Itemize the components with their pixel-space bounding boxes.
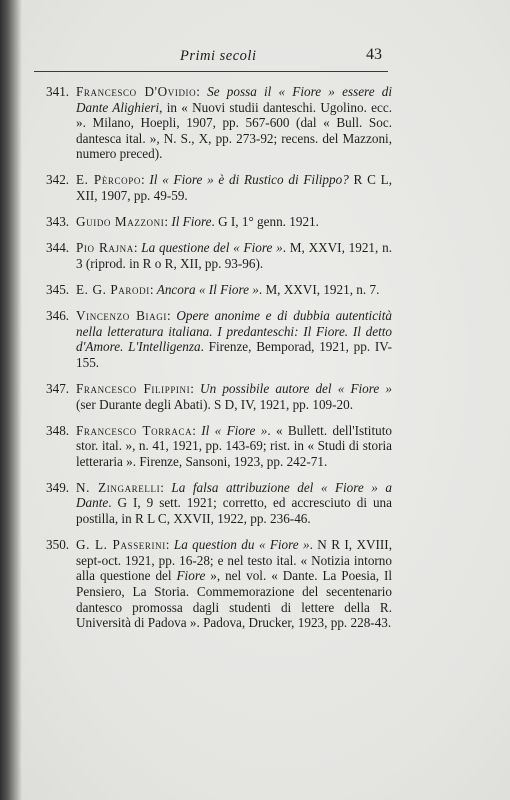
bibliography-entry xyxy=(46,537,392,631)
entry-author: Francesco Torraca xyxy=(76,422,193,438)
bibliography-list xyxy=(46,84,392,641)
entry-text: . G I, 9 sett. 1921; corretto, ed accresciuto di una postilla, in R L C, XXVII, 1922, pp. 236-46. xyxy=(76,495,392,527)
bibliography-entry xyxy=(46,423,392,470)
entry-author: G. L. Passerini xyxy=(76,537,166,553)
entry-title-text: La falsa attribuzione del « Fiore » a Dante xyxy=(76,479,392,511)
entry-text: : xyxy=(140,172,150,188)
entry-number: 349. xyxy=(46,479,70,495)
entry-number: 342. xyxy=(46,172,70,188)
entry-number: 345. xyxy=(46,281,70,297)
entry-title-text: Il « Fiore » xyxy=(201,422,268,438)
book-spine-shadow xyxy=(0,0,22,800)
bibliography-entry xyxy=(46,214,392,230)
bibliography-entry xyxy=(46,308,392,370)
entry-author: Pio Rajna xyxy=(76,240,134,256)
entry-author: Francesco Filippini xyxy=(76,380,191,396)
entry-text: : xyxy=(192,422,202,438)
entry-author: N. Zingarelli xyxy=(76,479,161,495)
entry-text: . M, XXVI, 1921, n. 7. xyxy=(258,281,380,297)
entry-title-text: La questione del « Fiore » xyxy=(141,240,283,256)
entry-text: : xyxy=(190,380,201,396)
entry-author: E. G. Parodi xyxy=(76,281,150,297)
bibliography-entry xyxy=(46,381,392,412)
entry-text: (ser Durante degli Abati). S D, IV, 1921, pp. 109-20. xyxy=(76,396,354,412)
entry-text: . « Bullett. dell'Istituto stor. ital. », n. 41, 1921, pp. 143-69; rist. in « Studi di storia letteraria ». Firenze, Sansoni, 1923, pp. 242-71. xyxy=(76,422,392,469)
entry-number: 344. xyxy=(46,240,70,256)
bibliography-entry xyxy=(46,172,392,203)
entry-text: . Firenze, Bemporad, 1921, pp. IV-155. xyxy=(76,339,392,370)
entry-title-text: Un possibile autore del « Fiore » xyxy=(200,380,392,396)
entry-number: 341. xyxy=(46,84,70,99)
entry-title-text: Il « Fiore » è di Rustico di Filippo? xyxy=(149,172,349,188)
running-title: Primi secoli xyxy=(180,48,257,64)
entry-text: : xyxy=(133,240,142,256)
bibliography-entry xyxy=(46,480,392,527)
entry-text: : xyxy=(165,537,174,553)
entry-author: Francesco D'Ovidio xyxy=(76,84,197,99)
entry-text: : xyxy=(149,281,157,297)
entry-author: Guido Mazzoni xyxy=(76,214,165,230)
entry-author: Vincenzo Biagi xyxy=(76,308,167,324)
entry-text: », nel vol. « Dante. La Poesia, Il Pensiero, La Storia. Commemorazione del secentenario dantesco promossa dagli studenti di lettere della R. Università di Padova ». Padova, Drucker, 1923, pp. 228-43. xyxy=(76,568,392,631)
header-rule xyxy=(34,71,388,72)
entry-number: 346. xyxy=(46,308,70,324)
entry-title-text: La question du « Fiore » xyxy=(173,537,310,553)
bibliography-entry xyxy=(46,282,392,298)
entry-text: , in « Nuovi studii danteschi. Ugolino. ecc. ». Milano, Hoepli, 1907, pp. 567-600 (dal « Bull. Soc. dantesca ital. », N. S., X, pp. 273-92; recens. del Mazzoni, numero preced). xyxy=(76,99,393,162)
entry-text: : xyxy=(160,479,172,495)
page-header xyxy=(30,44,390,66)
entry-text: . M, XXVI, 1921, n. 3 (riprod. in R o R, XII, pp. 93-96). xyxy=(76,240,392,271)
entry-title-text: Ancora « Il Fiore » xyxy=(156,281,259,297)
entry-text: : xyxy=(166,308,177,324)
entry-title-text: Fiore xyxy=(176,568,206,584)
entry-text: : xyxy=(164,214,172,230)
entry-title-text: Opere anonime e di dubbia autenticità nella letteratura italiana. I predanteschi: Il Fiore. Il detto d'Amore. L'Intelligenza xyxy=(76,308,392,355)
entry-number: 350. xyxy=(46,537,70,553)
entry-text: : xyxy=(196,84,208,99)
bibliography-entry xyxy=(46,84,392,162)
entry-text: R C L, XII, 1907, pp. 49-59. xyxy=(76,172,392,204)
entry-title-text: Il Fiore xyxy=(171,214,212,230)
entry-title-text: Se possa il « Fiore » essere di Dante Alighieri xyxy=(76,84,393,115)
entry-author: E. Pèrcopo xyxy=(76,172,141,188)
entry-number: 347. xyxy=(46,380,70,396)
entry-text: . N R I, XVIII, sept-oct. 1921, pp. 16-28; e nel testo ital. « Notizia intorno alla questione del xyxy=(76,537,392,584)
entry-number: 343. xyxy=(46,214,70,230)
page-number: 43 xyxy=(366,46,382,63)
entry-number: 348. xyxy=(46,422,70,438)
entry-text: . G I, 1° genn. 1921. xyxy=(211,214,319,230)
bibliography-entry xyxy=(46,240,392,271)
